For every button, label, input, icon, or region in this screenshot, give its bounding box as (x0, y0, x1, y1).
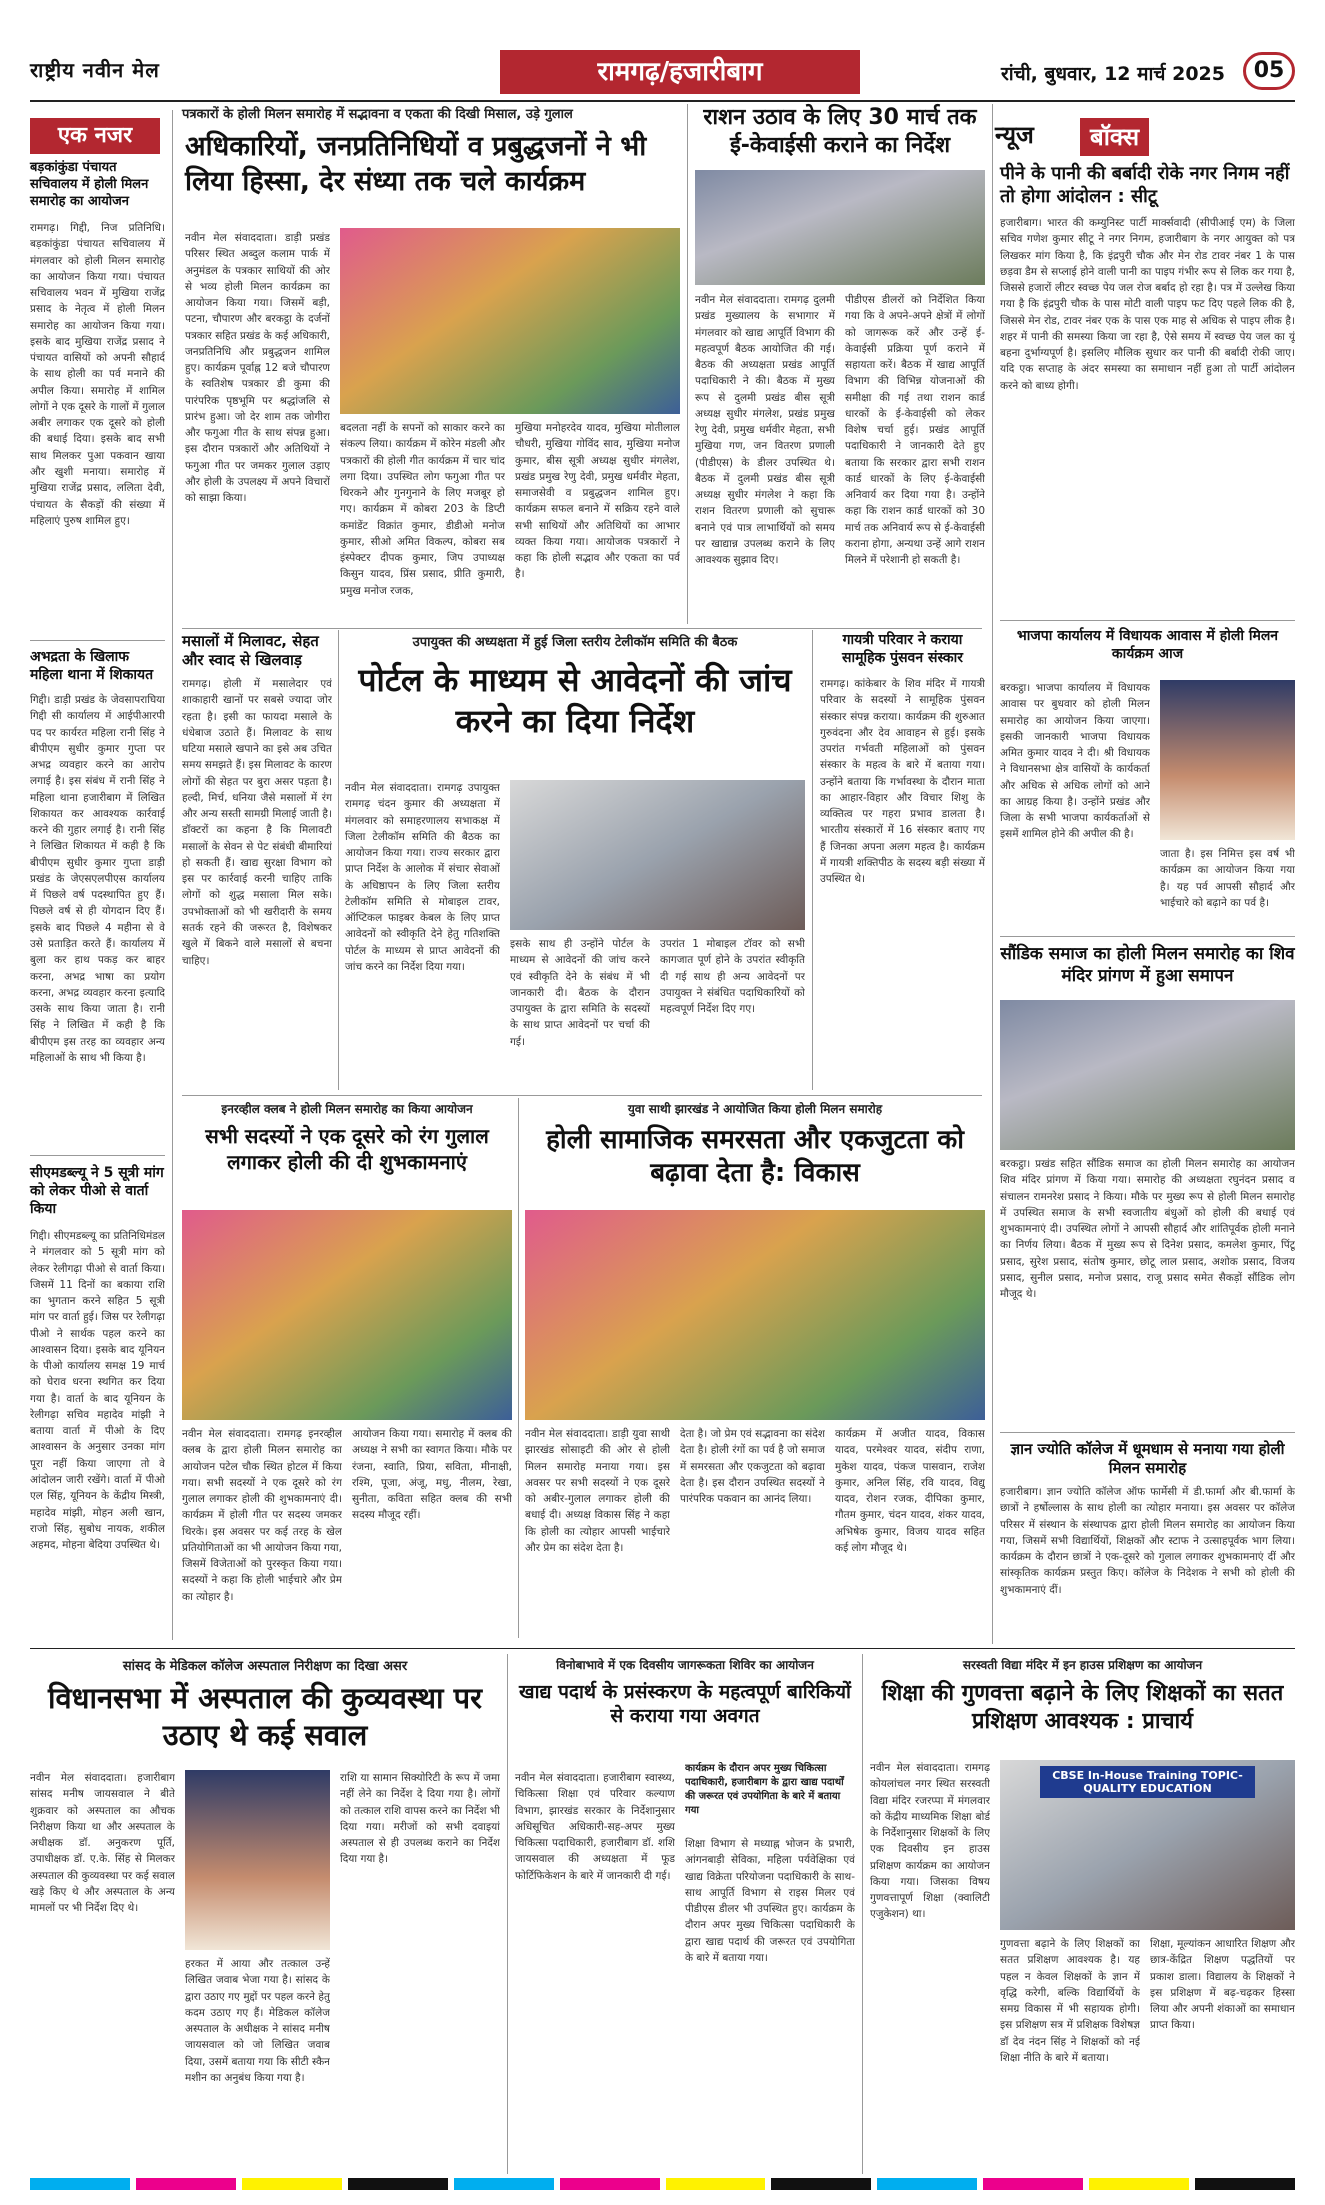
mp-portrait (185, 1770, 330, 1950)
lead-headline: अधिकारियों, जनप्रतिनिधियों व प्रबुद्धजनों ने भी लिया हिस्सा, देर संध्या तक चले कार्यक्रम (185, 131, 647, 197)
telecom-body-col2: इसके साथ ही उन्होंने पोर्टल के माध्यम से आवेदनों की जांच करने एवं स्वीकृति देने के संबंध में भी जानकारी दी। बैठक के दौरान उपायुक्त के द्वारा समिति के सदस्यों के साथ प्राप्त आवेदनों पर चर्चा की गई। (510, 938, 650, 1048)
bottom2-headline: खाद्य पदार्थ के प्रसंस्करण के महत्वपूर्ण बारिकियों से कराया गया अवगत (519, 1681, 851, 1728)
column-divider (507, 1654, 508, 2174)
telecom-headline: पोर्टल के माध्यम से आवेदनों की जांच करने का दिया निर्देश (358, 661, 792, 740)
mla-portrait (1160, 680, 1295, 840)
bottom1-kicker: सांसद के मेडिकल कॉलेज अस्पताल निरीक्षण का दिखा असर (122, 1659, 408, 1674)
telecom-kicker: उपायुक्त की अध्यक्षता में हुई जिला स्तरीय टेलीकॉम समिति की बैठक (412, 635, 738, 650)
ek-nazar-label: एक नजर (30, 118, 160, 154)
training-photo (1000, 1760, 1295, 1930)
masthead-rule (30, 100, 1295, 102)
column-divider (518, 1098, 519, 1638)
saundik-headline: सौंडिक समाज का होली मिलन समारोह का शिव मंदिर प्रांगण में हुआ समापन (1000, 944, 1295, 986)
training-banner: CBSE In-House Training TOPIC- QUALITY EDUCATION (1040, 1766, 1255, 1798)
lead-kicker: पत्रकारों के होली मिलन समारोह में सद्भावना व एकता की दिखी मिसाल, उड़े गुलाल (182, 107, 573, 122)
bottom-rule (30, 1648, 1295, 1649)
saundik-body: बरकट्ठा। प्रखंड सहित सौंडिक समाज का होली मिलन समारोह का आयोजन शिव मंदिर प्रांगण में किया गया। समारोह की अध्यक्षता रघुनंदन प्रसाद व संचालन रामनरेश प्रसाद ने किया। मौके पर मुख्य रूप से होली मिलन समारोह में उपस्थित समाज के सभी स्वजातीय बंधुओं को होली की बधाई एवं शुभकामनाएं दी। उपस्थित लोगों ने आपसी सौहार्द और शांतिपूर्वक होली मनाने का निर्णय लिया। बैठक में मुख्य रूप से दिनेश प्रसाद, कमलेश कुमार, पिंटू प्रसाद, सुरेश प्रसाद, संतोष कुमार, छोटू लाल प्रसाद, अशोक प्रसाद, विजय प्रसाद, सुनील प्रसाद, मनोज प्रसाद, राजू प्रसाद समेत सैकड़ों सौंडिक लोग मौजूद थे। (1000, 1158, 1295, 1301)
bjp-body: बरकट्ठा। भाजपा कार्यालय में विधायक आवास पर बुधवार को होली मिलन समारोह का आयोजन किया जाएगा। इसकी जानकारी भाजपा विधायक अमित कुमार यादव ने दी। श्री विधायक ने विधानसभा क्षेत्र वासियों के कार्यकर्ता और अधिक से अधिक लोगों को आने का आग्रह किया है। उन्होंने प्रखंड और जिला के सभी भाजपा कार्यकर्ताओं से इसमें शामिल होने की अपील की है। (1000, 682, 1150, 841)
neer-headline: पीने के पानी की बर्बादी रोके नगर निगम नहीं तो होगा आंदोलन : सीटू (1000, 163, 1290, 208)
yuva-body-col3: कार्यक्रम में अजीत यादव, विकास यादव, परमेश्वर यादव, संदीप राणा, मुकेश यादव, पंकज पासवान, राजेश कुमार, अनिल सिंह, रवि यादव, विद्यु यादव, रोशन रजक, दीपिका कुमार, गौतम कुमार, चंदन यादव, शंकर यादव, अभिषेक कुमार, विजय यादव सहित कई लोग मौजूद थे। (835, 1428, 985, 1554)
lead-body-col1: नवीन मेल संवाददाता। डाड़ी प्रखंड परिसर स्थित अब्दुल कलाम पार्क में अनुमंडल के पत्रकार साथियों की ओर से भव्य होली मिलन कार्यक्रम का आयोजन किया गया। जिसमें बड़ी, पटना, चौपारण और बरकट्ठा के दर्जनों पत्रकार सहित प्रखंड के कई अधिकारी, जनप्रतिनिधि और प्रबुद्धजन शामिल हुए। कार्यक्रम पूर्वाह्न 12 बजे चौपारण के स्वतिशेष पत्रकार डी कुमा की पारंपरिक पृष्ठभूमि पर श्रद्धांजलि से प्रारंभ हुआ। जो देर शाम तक जोगीरा और फगुआ गीत के साथ संपन्न हुआ। इस दौरान पत्रकारों और अतिथियों ने फगुआ गीत पर जमकर गुलाल उड़ाए और होली के उपलक्ष्य में अपने विचारों को साझा किया। (185, 232, 330, 505)
divider (1000, 936, 1295, 937)
news-box-label (995, 118, 1295, 158)
masala-headline: मसालों में मिलावट, सेहत और स्वाद से खिलवाड़ (182, 632, 319, 670)
column-divider (687, 104, 688, 624)
bottom2-caption: कार्यक्रम के दौरान अपर मुख्य चिकित्सा पदाधिकारी, हजारीबाग के द्वारा खाद्य पदार्थों की जरूरत एवं उपयोगिता के बारे में बताया गया (685, 1763, 844, 1816)
bjp-body-2: जाता है। इस निमित्त इस वर्ष भी कार्यक्रम का आयोजन किया गया है। यह पर्व आपसी सौहार्द और भाईचारे को बढ़ाने का पर्व है। (1160, 848, 1295, 909)
brief-body-3: गिद्दी। सीएमडब्ल्यू का प्रतिनिधिमंडल ने मंगलवार को 5 सूत्री मांग को लेकर रेलीगढ़ा पीओ से वार्ता किया। जिसमें 11 दिनों का बकाया राशि का भुगतान करने सहित 5 सूत्री मांग पर वार्ता हुई। जिस पर रेलीगढ़ा पीओ ने सार्थक पहल करने का आश्वासन दिया। इसके बाद यूनियन के पीओ कार्यालय समक्ष 19 मार्च को घेराव धरना स्थगित कर दिया गया है। वार्ता के बाद यूनियन के रेलीगढ़ा सचिव महादेव मांझी ने बताया वार्ता में पीओ के दिए आश्वासन के अनुसार उनका मांग पूरा नहीं किया जाएगा तो वे आंदोलन जारी रखेंगे। वार्ता में पीओ एल सिंह, यूनियन के केंद्रीय मिस्त्री, महादेव मांझी, मोहन अली खान, राजो सिंह, सुबोध नायक, शकील अहमद, मोहना बेदिया उपस्थित थे। (30, 1230, 165, 1552)
yuva-photo (525, 1210, 985, 1420)
registration-color-bar (30, 2178, 1295, 2190)
brief-headline-3: सीएमडब्ल्यू ने 5 सूत्री मांग को लेकर पीओ से वार्ता किया (30, 1165, 164, 1218)
innerwheel-kicker: इनरव्हील क्लब ने होली मिलन समारोह का किया आयोजन (221, 1102, 473, 1116)
column-divider (992, 104, 993, 1644)
innerwheel-body-col1: नवीन मेल संवाददाता। रामगढ़ इनरव्हील क्लब के द्वारा होली मिलन समारोह का आयोजन पटेल चौक स्थित होटल में किया गया। सभी सदस्यों ने एक दूसरे को रंग गुलाल लगाकर होली की शुभकामनाएं दी। कार्यक्रम में होली गीत पर सदस्य जमकर थिरके। इस अवसर पर कई तरह के खेल प्रतियोगिताओं का भी आयोजन किया गया, जिसमें विजेताओं को पुरस्कृत किया गया। सदस्यों ने कहा कि होली भाईचारे और प्रेम का त्योहार है। (182, 1428, 342, 1603)
bjp-headline: भाजपा कार्यालय में विधायक आवास में होली मिलन कार्यक्रम आज (1016, 628, 1279, 662)
yuva-headline: होली सामाजिक समरसता और एकजुटता को बढ़ावा देता है: विकास (546, 1125, 964, 1189)
gyan-body: हजारीबाग। ज्ञान ज्योति कॉलेज ऑफ फार्मेसी में डी.फार्मा और बी.फार्मा के छात्रों ने हर्षोल्लास के साथ होली का त्योहार मनाया। इस अवसर पर कॉलेज परिसर में संस्थान के संस्थापक द्वारा होली मिलन समारोह का आयोजन किया गया, जिसमें सभी विद्यार्थियों, शिक्षकों और स्टाफ ने उत्साहपूर्वक भाग लिया। कार्यक्रम के दौरान छात्रों ने एक-दूसरे को गुलाल लगाकर शुभकामनाएं दीं और सांस्कृतिक कार्यक्रम प्रस्तुत किए। कॉलेज के निदेशक ने सभी को होली की शुभकामनाएं दीं। (1000, 1486, 1295, 1596)
yuva-body-col1: नवीन मेल संवाददाता। डाड़ी युवा साथी झारखंड सोसाइटी की ओर से होली मिलन समारोह मनाया गया। इस अवसर पर सभी सदस्यों ने एक दूसरे को अबीर-गुलाल लगाकर होली की बधाई दी। अध्यक्ष विकास सिंह ने कहा कि होली का त्योहार आपसी भाईचारे और प्रेम का संदेश देता है। (525, 1428, 670, 1554)
bottom3-body-col3: शिक्षा, मूल्यांकन आधारित शिक्षण और छात्र-केंद्रित शिक्षण पद्धतियों पर प्रकाश डाला। विद्यालय के शिक्षकों ने इस प्रशिक्षण में बढ़-चढ़कर हिस्सा लिया और अपनी शंकाओं का समाधान प्राप्त किया। (1150, 1938, 1295, 2032)
masala-body: रामगढ़। होली में मसालेदार एवं शाकाहारी खानों पर सबसे ज्यादा जोर रहता है। इसी का फायदा मसाले के धंधेबाज उठाते हैं। मिलावट के साथ घटिया मसाले खपाने का इसे अब उचित समय समझते हैं। इस मिलावट के कारण लोगों की सेहत पर बुरा असर पड़ता है। हल्दी, मिर्च, धनिया जैसे मसालों में रंग और अन्य सस्ती सामग्री मिलाई जाती है। डॉक्टरों का कहना है कि मिलावटी मसालों के सेवन से पेट संबंधी बीमारियां हो सकती हैं। खाद्य सुरक्षा विभाग को इस पर कार्रवाई करनी चाहिए ताकि लोगों को शुद्ध मसाला मिल सके। उपभोक्ताओं को भी खरीदारी के समय सतर्क रहने की जरूरत है, विशेषकर खुले में बिकने वाले मसालों से बचना चाहिए। (182, 678, 332, 967)
telecom-photo (510, 780, 805, 930)
saundik-photo (1000, 1000, 1295, 1150)
lead-body-col2: बदलता नहीं के सपनों को साकार करने का संकल्प लिया। कार्यक्रम में कोरेन मंडली और पत्रकारों की होली गीत कार्यक्रम में चार चांद लगा दिया। उपस्थित लोग फगुआ गीत पर थिरकने और गुनगुनाने के लिए मजबूर हो गए। कार्यक्रम में कोबरा 203 के डिप्टी कमांडेंट विक्रांत कुमार, डीडीओ मनोज कुमार, सीओ अमित विकल्प, कोबरा सब इंस्पेक्टर दीपक कुमार, जिप उपाध्यक्ष किसुन यादव, प्रिंस प्रसाद, प्रीति कुमारी, प्रमुख मनोज रजक, (340, 422, 505, 597)
divider (1000, 620, 1295, 621)
brief-body-1: रामगढ़। गिद्दी, निज प्रतिनिधि। बड़कांकुंडा पंचायत सचिवालय में मंगलवार को होली मिलन समारोह का आयोजन किया गया। पंचायत सचिवालय भवन में मुखिया राजेंद्र प्रसाद के नेतृत्व में होली मिलन समारोह का आयोजन किया गया। इसके बाद मुखिया राजेंद्र प्रसाद ने पंचायत वासियों को अपनी सौहार्द के साथ होली का पर्व मनाने की अपील किया। समारोह में शामिल लोगों ने एक दूसरे के गालों में गुलाल अबीर लगाकर एक दूसरे को होली की बधाई दिया। इसके बाद सभी साथ मिलकर पुआ पकवान खाया और खुशी मनाया। समारोह में मुखिया राजेंद्र प्रसाद, ललिता देवी, पंचायत के सैकड़ों की संख्या में महिलाएं पुरुष शामिल हुए। (30, 222, 165, 527)
telecom-body-col1: नवीन मेल संवाददाता। रामगढ़ उपायुक्त रामगढ़ चंदन कुमार की अध्यक्षता में मंगलवार को समाहरणालय सभाकक्ष में जिला टेलीकॉम समिति की बैठक का आयोजन किया गया। राज्य सरकार द्वारा प्राप्त निर्देश के आलोक में संचार सेवाओं के अधिष्ठापन के लिए जिला स्तरीय टेलीकॉम समिति से मोबाइल टावर, ऑप्टिकल फाइबर केबल के लिए प्राप्त आवेदनों को स्वीकृति देने हेतु गतिशक्ति पोर्टल के माध्यम से प्राप्त आवेदनों की जांच करने का निर्देश दिया गया। (345, 782, 500, 973)
column-divider (338, 630, 339, 1090)
yuva-kicker: युवा साथी झारखंड ने आयोजित किया होली मिलन समारोह (627, 1102, 883, 1116)
bottom3-body-col1: नवीन मेल संवाददाता। रामगढ़ कोयलांचल नगर स्थित सरस्वती विद्या मंदिर रजरप्पा में मंगलवार को केंद्रीय माध्यमिक शिक्षा बोर्ड के निर्देशानुसार शिक्षकों के लिए एक दिवसीय इन हाउस प्रशिक्षण कार्यक्रम का आयोजन किया गया। जिसका विषय गुणवत्तापूर्ण शिक्षा (क्वालिटी एजुकेशन) था। (870, 1762, 990, 1921)
page-number: 05 (1243, 52, 1295, 90)
yuva-body-col2: देता है। जो प्रेम एवं सद्भावना का संदेश देता है। होली रंगों का पर्व है जो समाज में समरसता और एकजुटता को बढ़ावा देता है। इस दौरान उपस्थित सदस्यों ने पारंपरिक पकवान का आनंद लिया। (680, 1428, 825, 1506)
ration-photo (695, 170, 985, 285)
gyan-headline: ज्ञान ज्योति कॉलेज में धूमधाम से मनाया गया होली मिलन समारोह (1010, 1440, 1285, 1478)
issue-date: रांची, बुधवार, 12 मार्च 2025 (1000, 63, 1225, 85)
column-divider (172, 110, 173, 1640)
gayatri-body: रामगढ़। कांकेबार के शिव मंदिर में गायत्री परिवार के सदस्यों ने सामूहिक पुंसवन संस्कार संपन्न कराया। कार्यक्रम की शुरुआत गुरुवंदना और देव आवाहन से हुई। इसके उपरांत गर्भवती महिलाओं को पुंसवन संस्कार के महत्व के बारे में बताया गया। उन्होंने बताया कि गर्भावस्था के दौरान माता का आहार-विहार और विचार शिशु के व्यक्तित्व पर गहरा प्रभाव डालता है। भारतीय संस्कारों में 16 संस्कार बताए गए हैं जिनका अपना अलग महत्व है। कार्यक्रम में गायत्री शक्तिपीठ के सदस्य बड़ी संख्या में उपस्थित थे। (820, 678, 985, 886)
bottom1-body-col2: हरकत में आया और तत्काल उन्हें लिखित जवाब भेजा गया है। सांसद के द्वारा उठाए गए मुद्दों पर पहल करने हेतु कदम उठाए गए हैं। मेडिकल कॉलेज अस्पताल के अधीक्षक ने सांसद मनीष जायसवाल को जो लिखित जवाब दिया, उसमें बताया गया कि सीटी स्कैन मशीन का अनुबंध किया गया है। (185, 1958, 330, 2084)
news-box-word-1: न्यूज (995, 121, 1034, 149)
divider (30, 1155, 165, 1156)
ration-body-col2: पीडीएस डीलरों को निर्देशित किया गया कि वे अपने-अपने क्षेत्रों में लोगों को जागरूक करें और उन्हें ई-केवाईसी प्रक्रिया पूर्ण कराने में सहायता करें। बैठक में खाद्य आपूर्ति विभाग की विभिन्न योजनाओं की समीक्षा की गई तथा राशन कार्ड धारकों के ई-केवाईसी को लेकर विशेष चर्चा हुई। प्रखंड आपूर्ति पदाधिकारी ने जानकारी देते हुए बताया कि सरकार द्वारा सभी राशन कार्ड धारकों के लिए ई-केवाईसी अनिवार्य कर दिया गया है। उन्होंने कहा कि राशन कार्ड धारकों को 30 मार्च तक अनिवार्य रूप से ई-केवाईसी कराना होगा, अन्यथा उन्हें आगे राशन मिलने में परेशानी हो सकती है। (845, 294, 985, 567)
divider (182, 1095, 982, 1096)
divider (182, 628, 982, 629)
gayatri-headline: गायत्री परिवार ने कराया सामूहिक पुंसवन संस्कार (841, 632, 963, 666)
bottom2-body-col2: शिक्षा विभाग से मध्याह्न भोजन के प्रभारी, आंगनबाड़ी सेविका, महिला पर्यवेक्षिका एवं खाद्य विक्रेता परियोजना पदाधिकारी के साथ-साथ आपूर्ति विभाग से राइस मिलर एवं पीडीएस डीलर भी उपस्थित हुए। कार्यक्रम के दौरान अपर मुख्य चिकित्सा पदाधिकारी के द्वारा खाद्य पदार्थ की जरूरत एवं उपयोगिता के बारे में बताया गया। (685, 1838, 855, 1964)
bottom3-headline: शिक्षा की गुणवत्ता बढ़ाने के लिए शिक्षकों का सतत प्रशिक्षण आवश्यक : प्राचार्य (881, 1681, 1284, 1735)
bottom3-body-col2: गुणवत्ता बढ़ाने के लिए शिक्षकों का सतत प्रशिक्षण आवश्यक है। यह पहल न केवल शिक्षकों के ज्ञान में वृद्धि करेगी, बल्कि विद्यार्थियों के समग्र विकास में भी सहायक होगी। इस प्रशिक्षण सत्र में प्रशिक्षक विशेषज्ञ डॉ देव नंदन सिंह ने शिक्षकों को नई शिक्षा नीति के बारे में बताया। (1000, 1938, 1140, 2064)
column-divider (862, 1654, 863, 2174)
divider (1000, 1432, 1295, 1433)
innerwheel-photo (182, 1210, 512, 1420)
telecom-body-col3: उपरांत 1 मोबाइल टॉवर को सभी कागजात पूर्ण होने के उपरांत स्वीकृति दी गई साथ ही अन्य आवेदनों पर उपायुक्त ने संबंधित पदाधिकारियों को महत्वपूर्ण निर्देश दिए गए। (660, 938, 805, 1016)
news-box-word-2: बॉक्स (1080, 118, 1149, 156)
bottom3-kicker: सरस्वती विद्या मंदिर में इन हाउस प्रशिक्षण का आयोजन (962, 1658, 1203, 1672)
bottom2-body-col1: नवीन मेल संवाददाता। हजारीबाग स्वास्थ्य, चिकित्सा शिक्षा एवं परिवार कल्याण विभाग, झारखंड सरकार के निर्देशानुसार अधिसूचित अधिकारी-सह-अपर मुख्य चिकित्सा पदाधिकारी, हजारीबाग डॉ. शशि जायसवाल की अध्यक्षता में फूड फोर्टिफिकेशन के बारे में जानकारी दी गई। (515, 1772, 675, 1882)
brand-name: राष्ट्रीय नवीन मेल (30, 58, 160, 82)
brief-headline-2: अभद्रता के खिलाफ महिला थाना में शिकायत (30, 649, 154, 684)
ration-headline: राशन उठाव के लिए 30 मार्च तक ई-केवाईसी कराने का निर्देश (703, 105, 977, 159)
lead-body-col3: मुखिया मनोहरदेव यादव, मुखिया मोतीलाल चौधरी, मुखिया गोविंद साव, मुखिया मनोज कुमार, बीस सूत्री अध्यक्ष सुधीर मंगलेश, प्रखंड प्रमुख रेणु देवी, प्रमुख धर्मवीर मेहता, समाजसेवी व प्रबुद्धजन शामिल हुए। कार्यक्रम सफल बनाने में सक्रिय रहने वाले सभी साथियों और अतिथियों का आभार व्यक्त किया गया। आयोजक पत्रकारों ने कहा कि होली सद्भाव और एकता का पर्व है। (515, 422, 680, 581)
brief-headline-1: बड़कांकुंडा पंचायत सचिवालय में होली मिलन समारोह का आयोजन (30, 160, 149, 209)
section-title: रामगढ़/हजारीबाग (500, 50, 860, 94)
masthead (30, 50, 1295, 98)
innerwheel-headline: सभी सदस्यों ने एक दूसरे को रंग गुलाल लगाकर होली की दी शुभकामनाएं (205, 1124, 489, 1174)
brief-body-2: गिद्दी। डाड़ी प्रखंड के जेवसापराघिया गिद्दी सी कार्यालय में आईपीआरपी पद पर कार्यरत महिला रानी सिंह ने बीपीएम सुधीर कुमार गुप्ता पर अभद्र व्यवहार करने का आरोप लगाई है। इस संबंध में रानी सिंह ने महिला थाना हजारीबाग में लिखित शिकायत कर आवश्यक कार्रवाई करने की गुहार लगाई है। रानी सिंह ने लिखित शिकायत में कही है कि बीपीएम सुधीर कुमार गुप्ता डाड़ी प्रखंड के जेएसएलपीएस कार्यालय में पिछले वर्ष पदस्थापित हुए हैं। पिछले वर्ष से ही योगदान दिए हैं। इसके बाद पिछले 4 महीना से वे उसे प्रताड़ित करते हैं। कार्यालय में बुला कर हाथ पकड़ कर बाहर करना, अभद्र भाषा का प्रयोग करना, अभद्र व्यवहार करना इत्यादि उसके साथ किया जाता है। रानी सिंह ने लिखित में कही है कि बीपीएम इस तरह का व्यवहार अन्य महिलाओं के साथ भी किया है। (30, 694, 165, 1064)
bottom1-headline: विधानसभा में अस्पताल की कुव्यवस्था पर उठाए थे कई सवाल (47, 1681, 482, 1753)
bottom1-body-col3: राशि या सामान सिक्योरिटी के रूप में जमा नहीं लेने का निर्देश दे दिया गया है। लोगों को तत्काल राशि वापस करने का निर्देश भी दिया गया। मरीजों को सभी दवाइयां अस्पताल से ही उपलब्ध कराने का निर्देश दिया गया है। (340, 1772, 500, 1866)
neer-body: हजारीबाग। भारत की कम्युनिस्ट पार्टी मार्क्सवादी (सीपीआई एम) के जिला सचिव गणेश कुमार सीटू ने नगर निगम, हजारीबाग के नगर आयुक्त को पत्र लिखकर मांग किया है, कि इंद्रपुरी चौक और मेन रोड टावर नंबर 1 के पास छड़वा डैम से सप्लाई होने वाली पानी का पाइप गंभीर रूप से लिक कर गया है, जिससे हजारों लीटर स्वच्छ पेय जल रोज बर्बाद हो रहा है। पत्र में उल्लेख किया गया है कि इंद्रपुरी चौक के पास मोटी वाली पाइप फट दिए पहले लिक की है, जिससे मेन रोड, टावर नंबर एक के पास एक माह से अधिक से पाइप लीक है। शहर में पानी की समस्या किया जा रहा है, ऐसे समय में स्वच्छ पेय जल का यूं बहना दुर्भाग्यपूर्ण है। इसलिए मौलिक सुधार कर पानी की बर्बादी रोकी जाए। यदि एक सप्ताह के अंदर समस्या का समाधान नहीं हुआ तो पार्टी आंदोलन करने को बाध्य होगी। (1000, 217, 1295, 392)
lead-photo (340, 228, 680, 414)
column-divider (812, 630, 813, 1090)
bottom2-kicker: विनोबाभावे में एक दिवसीय जागरूकता शिविर का आयोजन (556, 1658, 814, 1672)
innerwheel-body-col2: आयोजन किया गया। समारोह में क्लब की अध्यक्ष ने सभी का स्वागत किया। मौके पर रंजना, स्वाति, प्रिया, सविता, मीनाक्षी, रश्मि, पूजा, अंजू, मधु, नीलम, रेखा, सुनीता, कविता सहित क्लब की सभी सदस्य मौजूद रहीं। (352, 1428, 512, 1522)
divider (30, 640, 165, 641)
ration-body-col1: नवीन मेल संवाददाता। रामगढ़ दुलमी प्रखंड मुख्यालय के सभागार में मंगलवार को खाद्य आपूर्ति विभाग की महत्वपूर्ण बैठक आयोजित की गई। बैठक की अध्यक्षता प्रखंड आपूर्ति पदाधिकारी ने की। बैठक में मुख्य रूप से दुलमी प्रखंड बीस सूत्री अध्यक्ष सुधीर मंगलेश, प्रखंड प्रमुख रेणु देवी, प्रमुख धर्मवीर मेहता, सभी मुखिया गण, जन वितरण प्रणाली (पीडीएस) के डीलर उपस्थित थे। बैठक में दुलमी प्रखंड बीस सूत्री अध्यक्ष सुधीर मंगलेश ने कहा कि राशन वितरण प्रणाली को सुचारू बनाने एवं पात्र लाभार्थियों को समय पर खाद्यान्न उपलब्ध कराने के लिए आवश्यक सुझाव दिए। (695, 294, 835, 567)
bottom1-body-col1: नवीन मेल संवाददाता। हजारीबाग सांसद मनीष जायसवाल ने बीते शुक्रवार को अस्पताल का औचक निरीक्षण किया था और अस्पताल के अधीक्षक डॉ. अनुकरण पूर्ति, उपाधीक्षक डॉ. ए.के. सिंह से मिलकर अस्पताल की कुव्यवस्था पर कई सवाल खड़े किए थे और अस्पताल के अन्य मामलों पर भी निर्देश दिए थे। (30, 1772, 175, 1915)
